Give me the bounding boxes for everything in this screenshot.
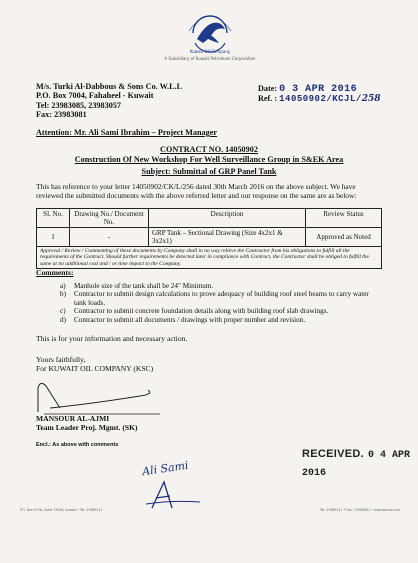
closing-company: For KUWAIT OIL COMPANY (KSC) [36,364,154,373]
initials-icon [142,478,202,512]
contract-title: Construction Of New Workshop For Well Surveillance Group in S&EK Area [74,155,344,164]
list-item: d) Contractor to submit all documents / drawings with proper number and revision. [60,315,306,324]
table-header-row [37,209,382,228]
review-table [36,208,382,269]
closing-block [36,355,153,373]
signatory-block [36,414,138,432]
handwritten-note: Ali Sami [141,458,190,479]
footer-right: Tel: 23989111 • Fax: 23983661 • www.kockw.com [319,508,400,512]
attention-line: Attention: Mr. Ali Sami Ibrahim – Project Manager [36,128,218,137]
intro-paragraph: This has reference to your letter 14050902/CK/L/256 dated 30th March 2016 on the above subject. We have reviewed the submitted documents with the above referred letter and our response on the same are as below: [36,182,357,200]
ref-label: Ref. : [258,94,278,104]
addressee-fax: Fax: 23983081 [36,110,87,120]
disclaimer-row [37,247,382,269]
received-date: 0 4 APR 2016 [302,450,411,479]
header-description: Description [149,209,306,228]
signatory-title: Team Leader Proj. Mgmt. (SK) [36,423,138,432]
list-item: b) Contractor to submit design calculations to prove adequacy of building roof steel beams to carry water tank loads. [60,290,369,307]
list-item: a) Manhole size of the tank shall be 24" Minimum. [60,282,214,290]
date-label: Date: [258,84,278,93]
contract-number: CONTRACT NO. 14050902 [160,145,258,154]
cell-review-status: Approved as Noted [306,228,382,247]
header-document-no: Drawing No./ Document No. [70,209,149,228]
cell-document-no: - [70,228,149,247]
enclosure-line: Encl.: As above with comments [36,442,119,448]
comments-list [60,282,380,324]
falcon-logo-icon [183,3,237,59]
addressee-block [36,82,182,120]
signature-icon [30,378,170,418]
comments-heading: Comments: [36,268,74,277]
closing-yours: Yours faithfully, [36,355,86,364]
disclaimer-text: Approval / Review / Commenting of these documents by Company shall in no way relieve the Contractor from his obligations to fulfill all the requirements of the Contract. Should further requirements be detected later in compliance with Contract, the Contractor shall be obliged to fulfill the same at no additional cost and / or time impact to the Company. [37,247,382,269]
subject-line: Subject: Submittal of GRP Panel Tank [141,167,277,176]
received-stamp [302,444,418,480]
logo-subtitle: A Subsidiary of Kuwait Petroleum Corporation [164,56,256,61]
logo-ring-text: Kuwait Oil Company [189,49,231,54]
addressee-company: M/s. Turki Al-Dabbous & Sons Co. W.L.L [36,82,183,91]
footer-left: P.O. Box 9758, Safat 13008, Kuwait • Tel: 23989111 [20,508,103,512]
cell-description: GRP Tank – Sectional Drawing (Size 4x2x1 & 3x2x1) [149,228,306,247]
addressee-tel: Tel: 23983085, 23983057 [36,100,121,110]
addressee-po-box: P.O. Box 7004, Fahaheel - Kuwait [36,91,154,101]
ref-handwritten-number: 258 [361,94,381,105]
info-line: This is for your information and necessary action. [36,334,188,343]
page-footer [20,508,400,513]
date-stamp: 0 3 APR 2016 [279,84,358,95]
cell-sl-no: 1 [37,228,70,247]
company-logo [183,3,237,59]
signatory-name: MANSOUR AL-AJMI [36,414,110,423]
list-item: c) Contractor to submit concrete foundation details along with building roof slab drawings. [60,307,329,316]
date-ref-block [258,84,381,105]
header-sl-no: Sl. No. [37,209,70,228]
received-label: RECEIVED. [302,448,364,460]
ref-number: 14050902/KCJL/ [279,94,362,105]
table-row [37,228,382,247]
header-review-status: Review Status [306,209,382,228]
